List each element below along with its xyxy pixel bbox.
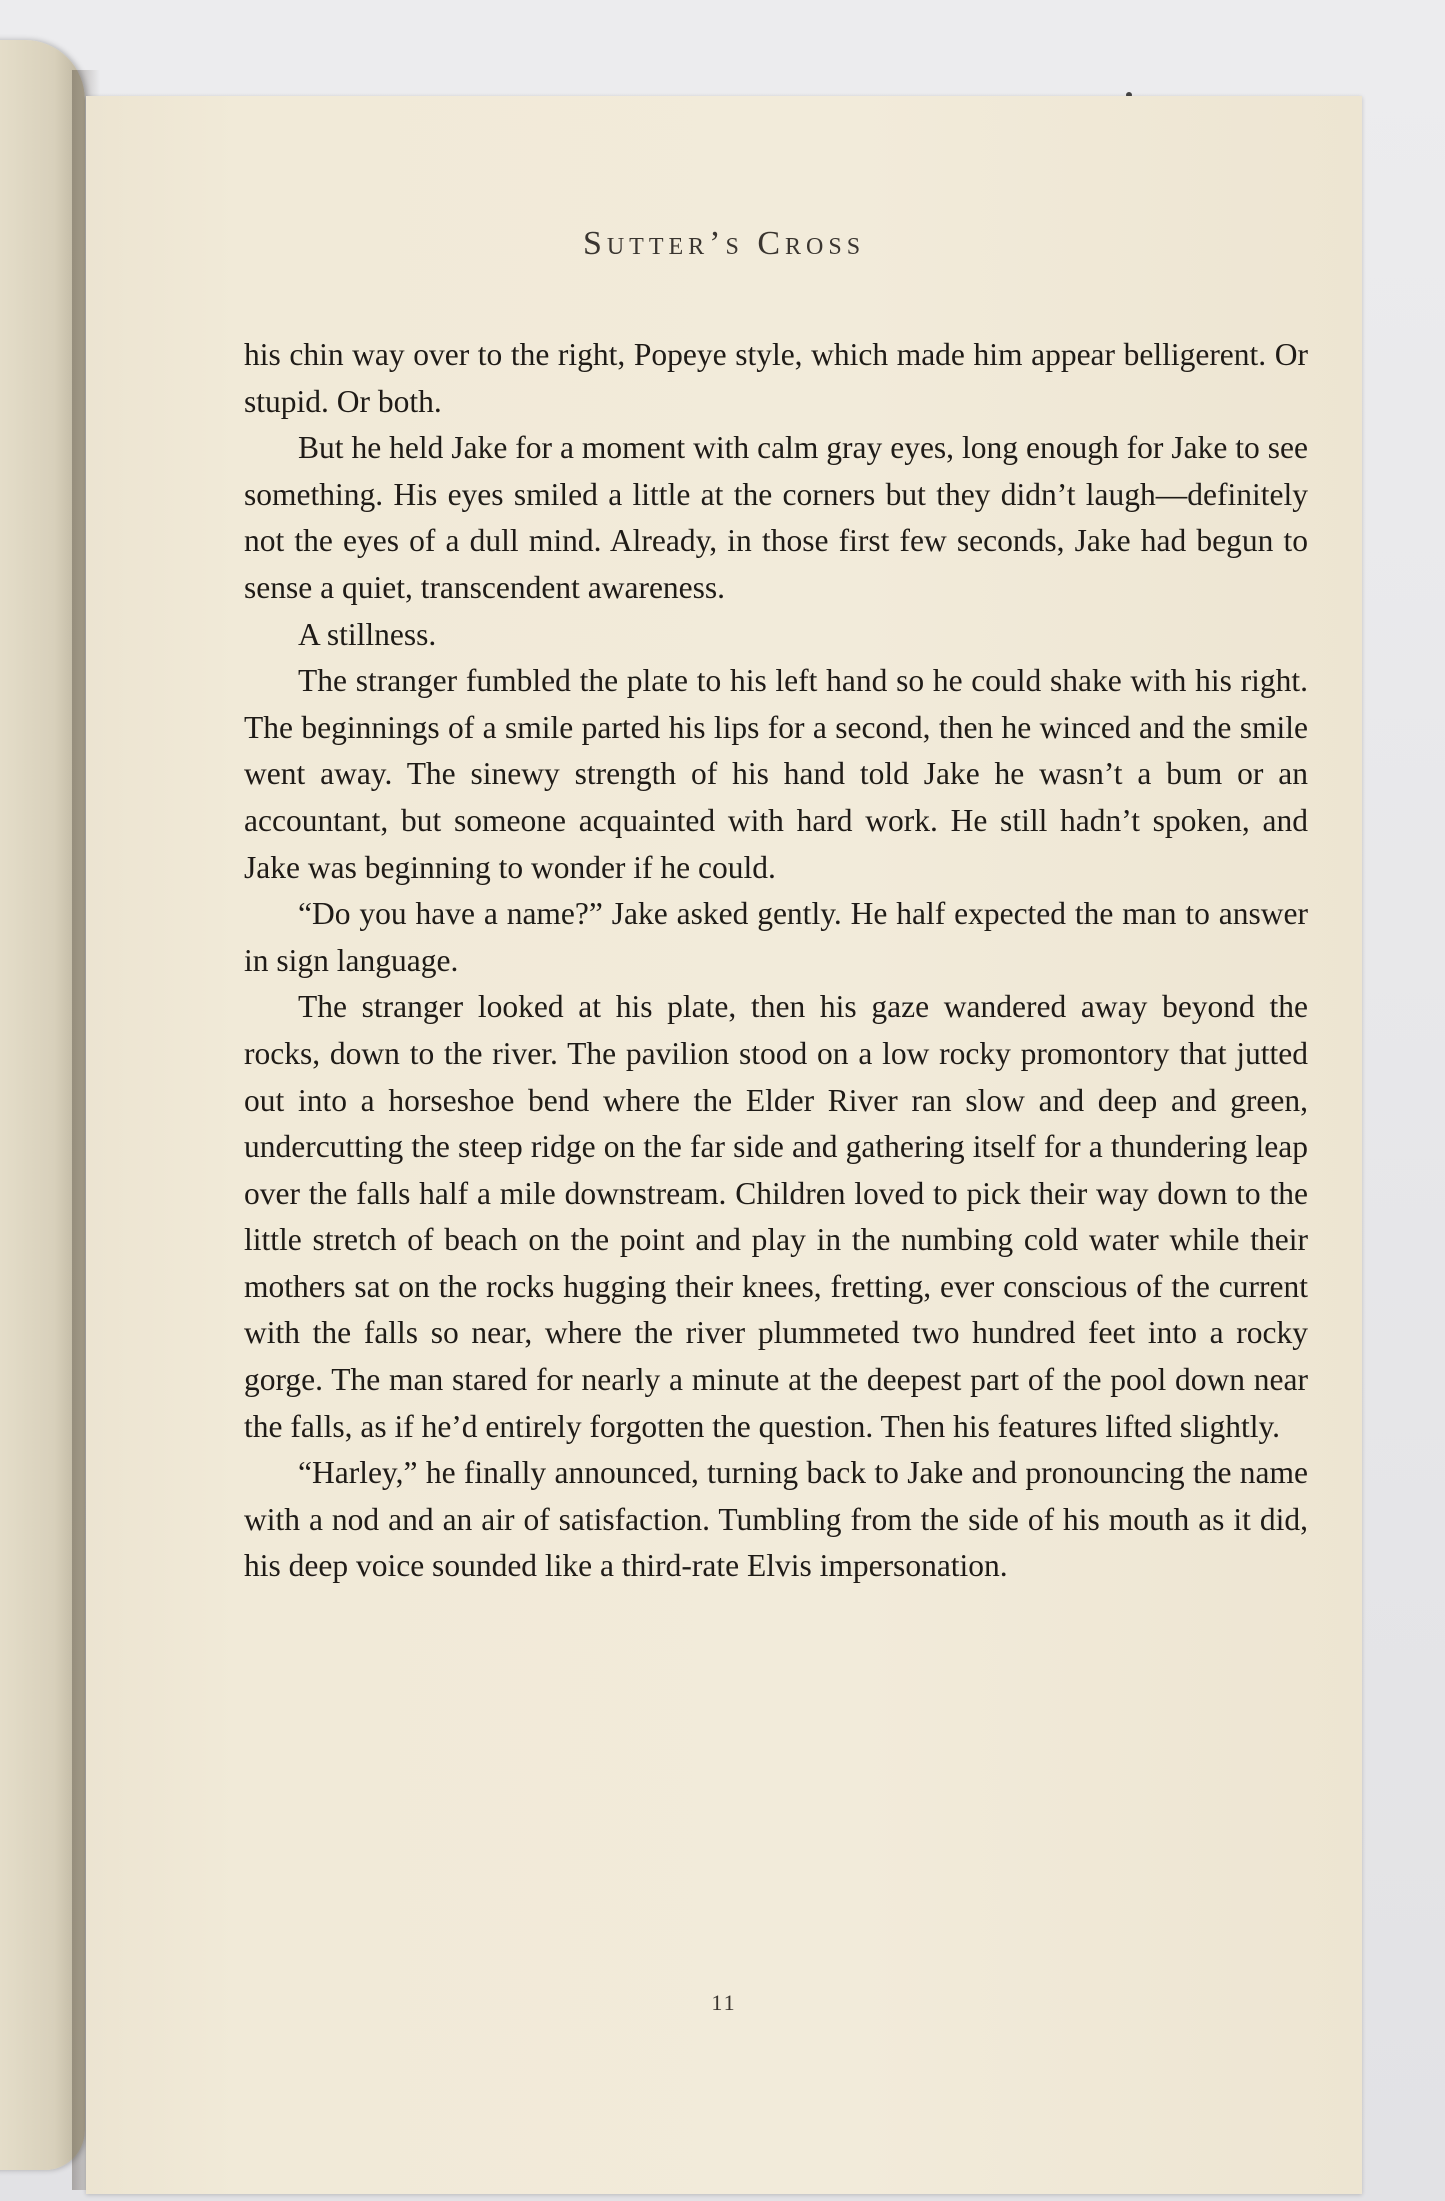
paragraph-6: The stranger looked at his plate, then his gaze wandered away beyond the rocks, down to the river. The pavilion stood on a low rocky promontory that jutted out into a horseshoe bend where the Elder River ran slow and deep and green, undercutting the steep ridge on the far side and gathering itself for a thundering leap over the falls half a mile downstream. Children loved to pick their way down to the little stretch of beach on the point and play in the numbing cold water while their mothers sat on the rocks hugging their knees, fretting, ever conscious of the current with the falls so near, where the river plummeted two hundred feet into a rocky gorge. The man stared for nearly a minute at the deepest part of the pool down near the falls, as if he’d entirely forgotten the question. Then his features lifted slightly. [244,989,1308,1444]
paragraph-7: “Harley,” he finally announced, turning back to Jake and pronouncing the name with a nod and an air of satisfaction. Tumbling from the side of his mouth as it did, his deep voice sounded like a third-rate Elvis impersonation. [244,1455,1308,1584]
page-number: 11 [711,1990,737,2015]
paragraph-4: The stranger fumbled the plate to his left hand so he could shake with his right. The beginnings of a smile parted his lips for a second, then he winced and the smile went away. The sinewy strength of his hand told Jake he wasn’t a bum or an accountant, but someone acquainted with hard work. He still hadn’t spoken, and Jake was beginning to wonder if he could. [244,663,1308,885]
page-body [244,332,1308,1590]
paragraph-3: A stillness. [298,616,437,652]
paragraph-1: his chin way over to the right, Popeye style, which made him appear belligerent. Or stupid. Or both. [244,337,1308,419]
paragraph-2: But he held Jake for a moment with calm gray eyes, long enough for Jake to see something. His eyes smiled a little at the corners but they didn’t laugh—definitely not the eyes of a dull mind. Already, in those first few seconds, Jake had begun to sense a quiet, transcendent awareness. [244,430,1308,605]
running-head: Sutter’s Cross [582,225,866,262]
book-page [86,96,1362,2194]
paragraph-5: “Do you have a name?” Jake asked gently. He half expected the man to answer in sign language. [244,896,1308,978]
